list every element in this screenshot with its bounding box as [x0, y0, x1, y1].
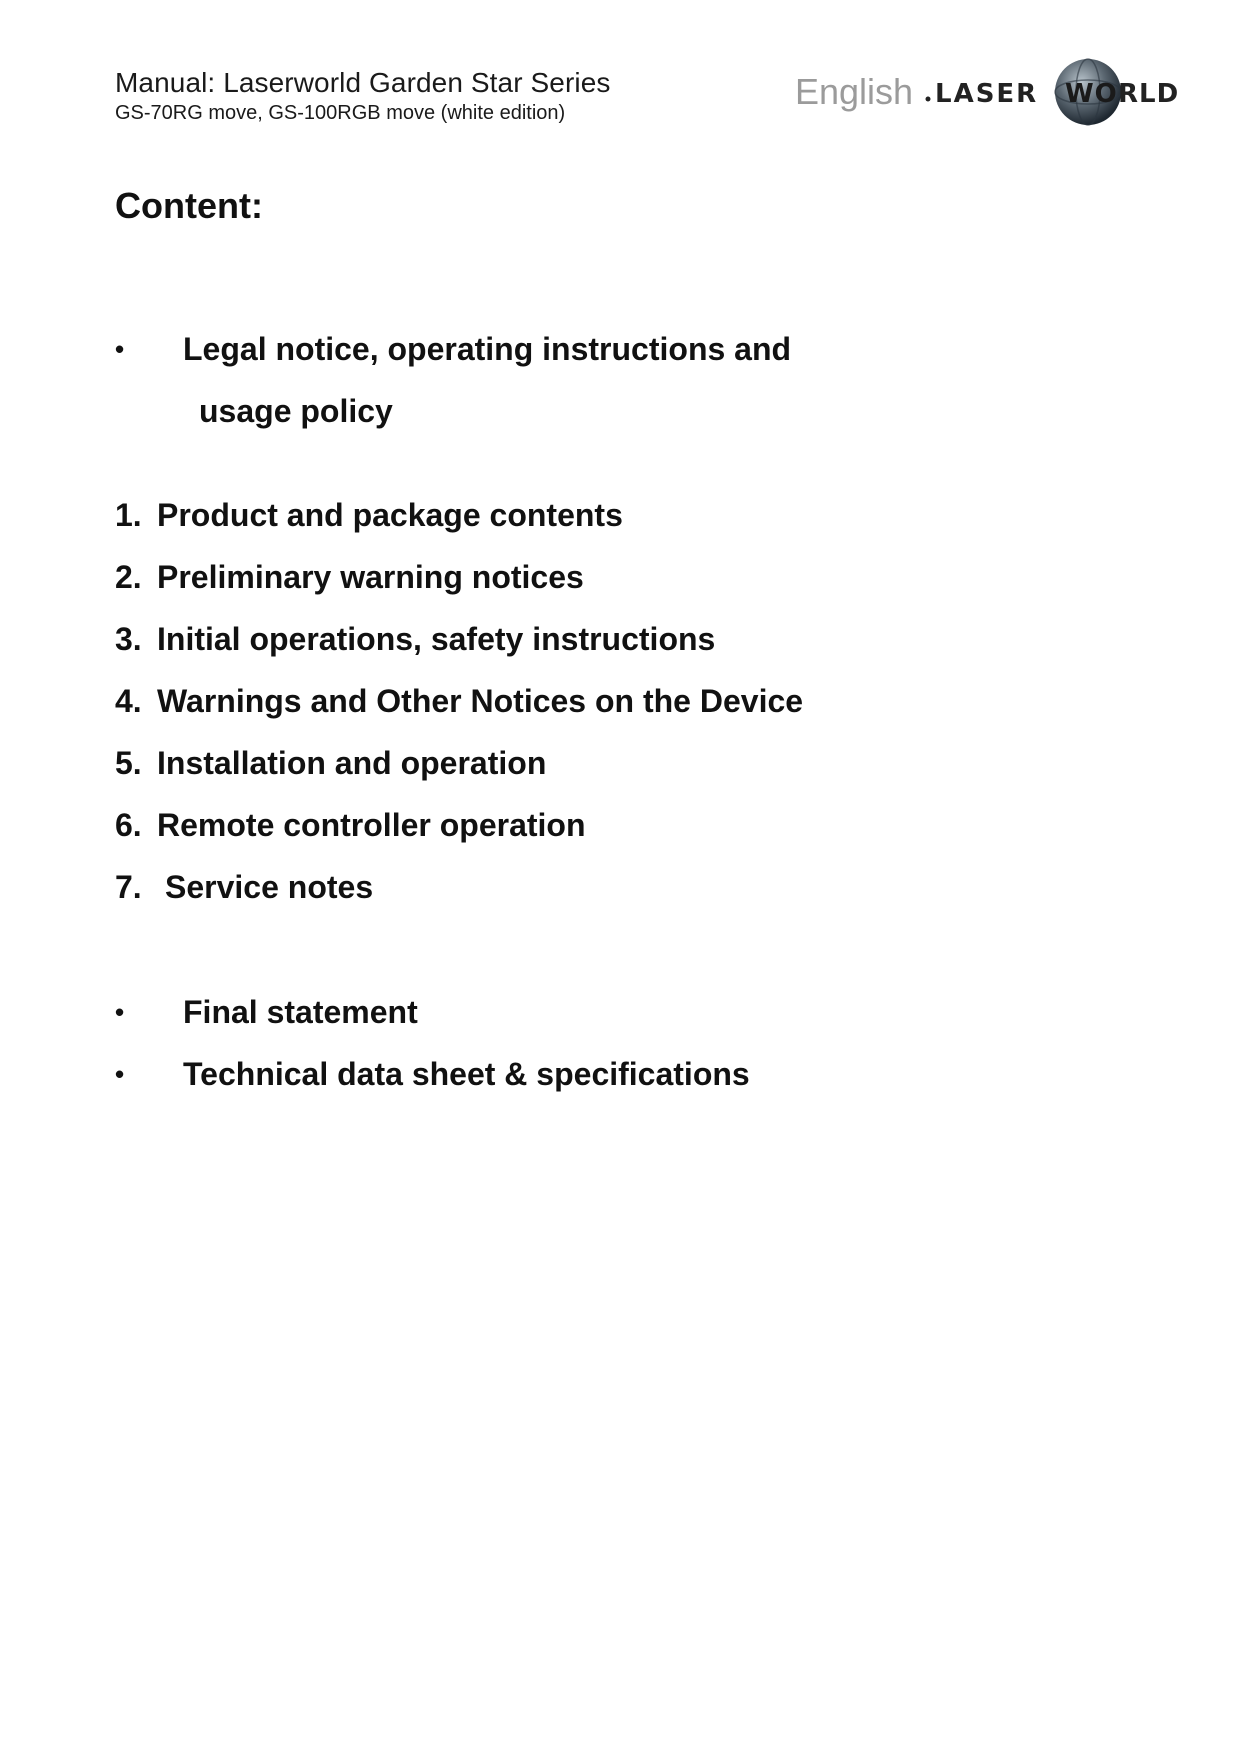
bullet-icon: • [115, 997, 125, 1027]
svg-text:WO: WO [1065, 79, 1118, 109]
toc-item-label: Final statement [183, 994, 418, 1030]
bullet-icon: • [115, 334, 125, 364]
toc-item-6[interactable] [115, 805, 586, 845]
toc-item-label: Legal notice, operating instructions and [183, 331, 792, 367]
toc-item-label: Warnings and Other Notices on the Device [157, 683, 804, 719]
toc-item-label: Product and package contents [157, 497, 623, 533]
toc-item-label: Preliminary warning notices [157, 559, 584, 595]
laserworld-logo [925, 56, 1180, 128]
svg-text:LASER: LASER [935, 79, 1039, 109]
toc-intro-item[interactable] [115, 329, 791, 369]
document-subtitle: GS-70RG move, GS-100RGB move (white edition) [115, 102, 566, 124]
toc-item-7[interactable] [115, 867, 373, 907]
document-title: Manual: Laserworld Garden Star Series [115, 67, 611, 98]
toc-item-label: Remote controller operation [157, 807, 586, 843]
toc-item-2[interactable] [115, 557, 584, 597]
toc-item-number: 7. [115, 869, 142, 905]
toc-item-3[interactable] [115, 619, 715, 659]
toc-item-label: Service notes [165, 869, 374, 905]
toc-final-statement[interactable] [115, 992, 418, 1032]
toc-item-5[interactable] [115, 743, 546, 783]
toc-technical-data[interactable] [115, 1054, 750, 1094]
content-heading: Content: [115, 185, 263, 226]
toc-item-4[interactable] [115, 681, 803, 721]
toc-item-number: 4. [115, 683, 142, 719]
toc-item-number: 5. [115, 745, 142, 781]
toc-item-1[interactable] [115, 495, 623, 535]
header-right [795, 56, 1185, 126]
toc-item-number: 2. [115, 559, 142, 595]
toc-item-number: 1. [115, 497, 142, 533]
header-left [115, 66, 611, 126]
toc-intro-item-continuation: usage policy [199, 393, 393, 429]
bullet-icon: • [115, 1059, 125, 1089]
language-label: English [795, 71, 914, 112]
toc-item-label: Technical data sheet & specifications [183, 1056, 750, 1092]
svg-text:RLD: RLD [1118, 79, 1180, 109]
toc-item-number: 6. [115, 807, 142, 843]
toc-item-label: Initial operations, safety instructions [157, 621, 716, 657]
toc-item-number: 3. [115, 621, 142, 657]
toc-item-label: Installation and operation [157, 745, 547, 781]
